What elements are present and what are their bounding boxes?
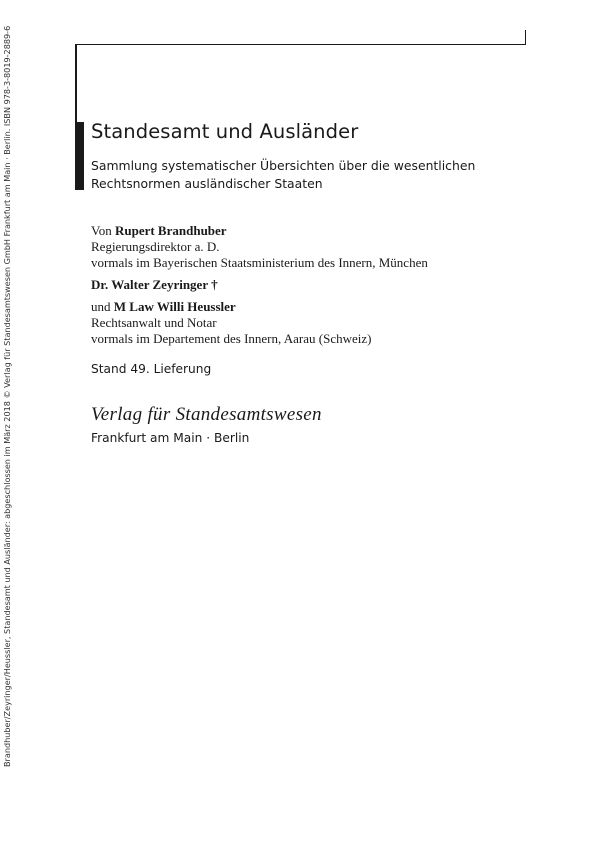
side-copyright-text: Brandhuber/Zeyringer/Heussler, Standesamt und Ausländer: abgeschlossen im März 2018 © Verlag für Standesamtswesen GmbH Frankfurt am Main · Berlin. ISBN 978-3-8019-2889-6	[2, 25, 12, 767]
author3-name: M Law Willi Heussler	[113, 299, 236, 314]
frame-top-rule	[75, 44, 526, 45]
publisher-name: Verlag für Standesamtswesen	[91, 404, 322, 425]
subtitle: Sammlung systematischer Übersichten über die wesentlichen Rechtsnormen ausländischer Staaten	[91, 158, 476, 191]
author2-name: Dr. Walter Zeyringer †	[91, 277, 218, 292]
author3-org: vormals im Departement des Innern, Aarau (Schweiz)	[91, 331, 372, 346]
und-label: und	[91, 299, 111, 314]
author3-line	[91, 298, 236, 315]
von-label: Von	[91, 223, 112, 238]
author3-role: Rechtsanwalt und Notar	[91, 315, 217, 330]
author1-name: Rupert Brandhuber	[114, 223, 227, 238]
author1-line	[91, 222, 227, 239]
edition-status: Stand 49. Lieferung	[91, 362, 212, 376]
title-accent-bar	[75, 122, 84, 190]
author1-role: Regierungsdirektor a. D.	[91, 239, 220, 254]
page-title: Standesamt und Ausländer	[91, 120, 359, 143]
publisher-location: Frankfurt am Main · Berlin	[91, 431, 250, 445]
author1-org: vormals im Bayerischen Staatsministerium des Innern, München	[91, 255, 428, 270]
frame-right-tick	[525, 30, 526, 45]
